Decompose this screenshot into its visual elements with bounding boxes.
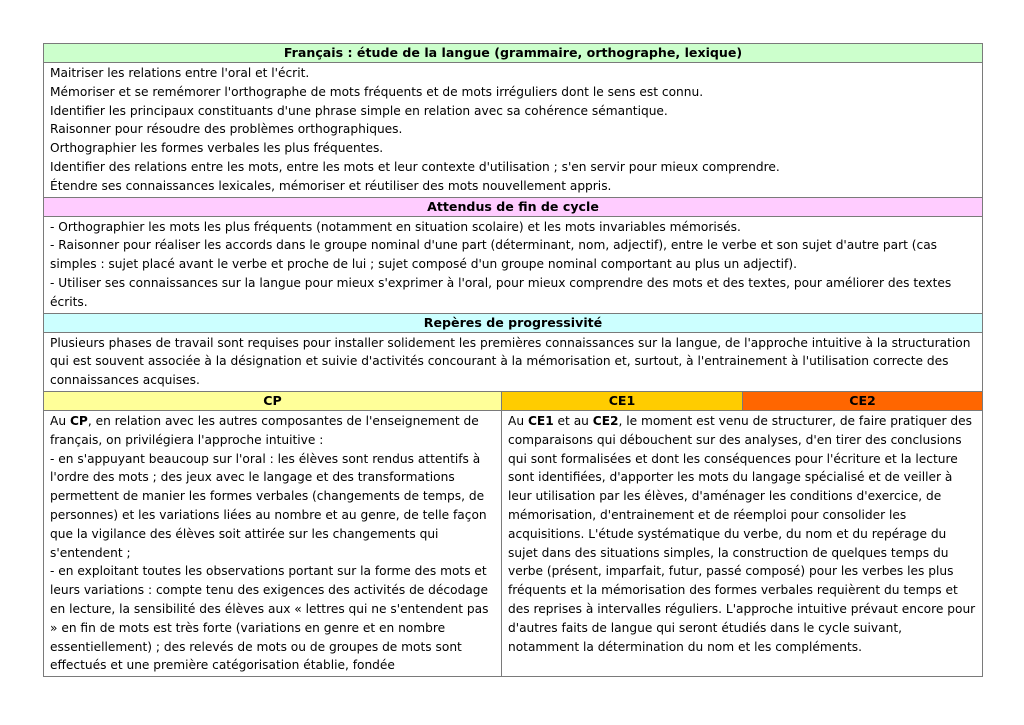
attendu-item: - Utiliser ses connaissances sur la langue pour mieux s'exprimer à l'oral, pour mieux comprendre des mots et des textes, pour améliorer des textes écrits. — [50, 275, 952, 309]
cp-intro — [50, 414, 479, 447]
ce1-level-name: CE1 — [527, 413, 554, 428]
ce2-level-name: CE2 — [592, 413, 619, 428]
level-header-ce1: CE1 — [502, 391, 743, 410]
competences-cell — [44, 63, 983, 198]
cp-content-cell — [44, 410, 502, 676]
section-title-reperes: Repères de progressivité — [44, 313, 983, 332]
reperes-text: Plusieurs phases de travail sont requises pour installer solidement les premières connaissances sur la langue, de l'approche intuitive à la structuration qui est souvent associée à la désignation et suivie d'activités concourant à la mémorisation et, surtout, à l'entrainement à l'utilisation correcte des connaissances acquises. — [44, 332, 983, 391]
cp-prefix: Au — [50, 413, 70, 428]
cp-level-name: CP — [69, 413, 88, 428]
ce-text-rest: , le moment est venu de structurer, de faire pratiquer des comparaisons qui débouchent sur des analyses, d'en tirer des conclusions qui sont formalisées et dont les conséquences pour l'écriture et la lecture sont identifiées, d'apporter les mots du langage spécialisé et de veiller à leur utilisation par les élèves, d'aménager les conditions d'exercice, de mémorisation, d'entrainement et de réemploi pour consolider les acquisitions. L'étude systématique du verbe, du nom et du repérage du sujet dans des situations simples, la construction de quelques temps du verbe (présent, imparfait, futur, passé composé) pour les verbes les plus fréquents et la mémorisation des formes verbales requièrent du temps et des reprises à intervalles réguliers. L'approche intuitive prévaut encore pour d'autres faits de langue qui seront étudiés dans le cycle suivant, notamment la détermination du nom et les compléments. — [508, 413, 976, 654]
ce-prefix: Au — [508, 413, 528, 428]
competence-line: Étendre ses connaissances lexicales, mémoriser et réutiliser des mots nouvellement appris. — [50, 178, 612, 193]
level-header-cp: CP — [44, 391, 502, 410]
ce-content-cell — [502, 410, 983, 676]
cp-item-oral: - en s'appuyant beaucoup sur l'oral : les élèves sont rendus attentifs à l'ordre des mots ; des jeux avec le langage et des transformations permettent de manier les formes verbales (changements de temps, de personnes) et les variations liées au nombre et au genre, de telle façon que la vigilance des élèves soit attirée sur les changements qui s'entendent ; — [50, 451, 487, 560]
attendu-item: - Orthographier les mots les plus fréquents (notamment en situation scolaire) et les mots invariables mémorisés. — [50, 219, 741, 234]
section-title-etude-langue: Français : étude de la langue (grammaire, orthographe, lexique) — [44, 44, 983, 63]
cp-intro-rest: , en relation avec les autres composantes de l'enseignement de français, on privilégiera l'approche intuitive : — [50, 413, 479, 447]
competence-line: Identifier des relations entre les mots, entre les mots et leur contexte d'utilisation ; s'en servir pour mieux comprendre. — [50, 159, 780, 174]
competence-line: Maitriser les relations entre l'oral et l'écrit. — [50, 66, 310, 80]
curriculum-table — [43, 43, 983, 677]
level-header-ce2: CE2 — [743, 391, 983, 410]
attendu-item: - Raisonner pour réaliser les accords dans le groupe nominal d'une part (déterminant, nom, adjectif), entre le verbe et son sujet d'autre part (cas simples : sujet placé avant le verbe et proche de lui ; sujet composé d'un groupe nominal comportant au plus un adjectif). — [50, 238, 938, 272]
attendus-cell — [44, 216, 983, 313]
competence-line: Raisonner pour résoudre des problèmes orthographiques. — [50, 122, 403, 137]
competence-line: Mémoriser et se remémorer l'orthographe de mots fréquents et de mots irréguliers dont le sens est connu. — [50, 84, 704, 99]
ce-mid: et au — [553, 413, 593, 428]
cp-item-observations: - en exploitant toutes les observations portant sur la forme des mots et leurs variations : compte tenu des exigences des activités de décodage en lecture, la sensibilité des élèves aux « lettres qui ne s'entendent pas » en fin de mots est très forte (variations en genre et en nombre essentiellement) ; des relevés de mots ou de groupes de mots sont effectués et une première catégorisation établie, fondée — [50, 564, 489, 673]
competence-line: Orthographier les formes verbales les plus fréquentes. — [50, 141, 384, 156]
competence-line: Identifier les principaux constituants d'une phrase simple en relation avec sa cohérence sémantique. — [50, 103, 668, 118]
section-title-attendus: Attendus de fin de cycle — [44, 197, 983, 216]
